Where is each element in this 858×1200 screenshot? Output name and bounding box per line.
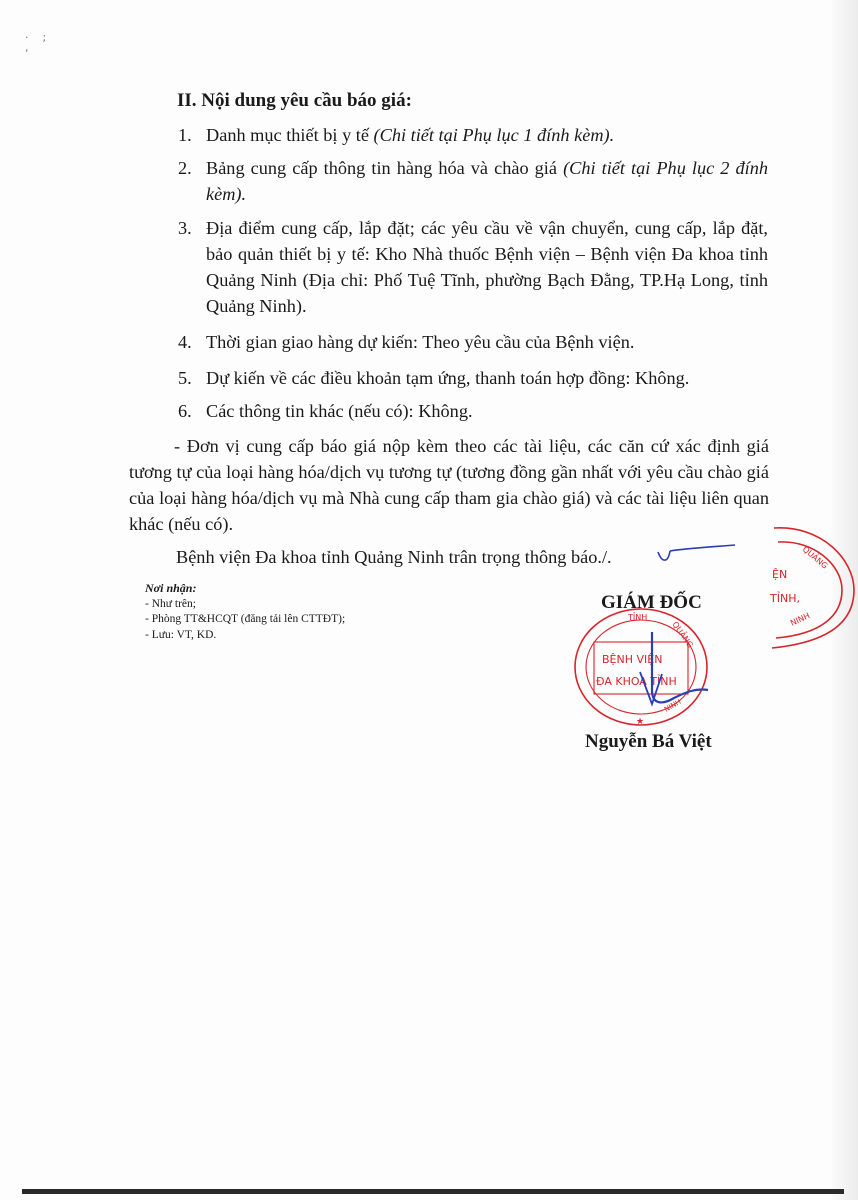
list-item-number: 3.	[178, 218, 192, 238]
list-item	[178, 365, 768, 391]
list-item-text: Địa điểm cung cấp, lắp đặt; các yêu cầu về vận chuyển, cung cấp, lắp đặt, bảo quản thiết bị y tế: Kho Nhà thuốc Bệnh viện – Bệnh viện Đa khoa tỉnh Quảng Ninh (Địa chỉ: Phố Tuệ Tĩnh, phường Bạch Đằng, TP.Hạ Long, tỉnh Quảng Ninh).	[206, 218, 768, 316]
supplier-note-paragraph: - Đơn vị cung cấp báo giá nộp kèm theo các tài liệu, các căn cứ xác định giá tương tự của loại hàng hóa/dịch vụ tương tự (tương đồng gần nhất với yêu cầu chào giá của loại hàng hóa/dịch vụ mà Nhà cung cấp tham gia chào giá) và các tài liệu liên quan khác (nếu có).	[129, 436, 769, 534]
list-item-text: Danh mục thiết bị y tế	[206, 125, 374, 145]
stamp-text: BỆNH VIỆN	[602, 653, 663, 666]
initial-signature	[640, 535, 740, 575]
section-heading: II. Nội dung yêu cầu báo giá:	[177, 90, 412, 111]
list-item-note: (Chi tiết tại Phụ lục 2 đính kèm).	[206, 158, 768, 204]
edge-stamp	[762, 520, 858, 654]
recipient-line: - Phòng TT&HCQT (đăng tải lên CTTĐT);	[145, 613, 346, 625]
stamp-text: QUẢNG	[800, 544, 830, 571]
recipients-title: Nơi nhận:	[145, 581, 197, 595]
list-item-number: 2.	[178, 158, 192, 178]
stamp-text: TỈNH,	[770, 592, 800, 605]
svg-text:★: ★	[636, 717, 645, 727]
list-item	[178, 398, 768, 424]
signatory-name: Nguyễn Bá Việt	[585, 731, 712, 752]
list-item-text: Thời gian giao hàng dự kiến: Theo yêu cầu của Bệnh viện.	[206, 332, 635, 352]
closing-notice: Bệnh viện Đa khoa tỉnh Quảng Ninh trân trọng thông báo./.	[176, 547, 612, 567]
list-item-note: (Chi tiết tại Phụ lục 1 đính kèm).	[373, 125, 615, 145]
recipient-line: - Lưu: VT, KD.	[145, 628, 217, 641]
list-item-number: 1.	[178, 125, 192, 145]
stamp-text: ĐA KHOA TỈNH	[596, 675, 677, 688]
list-item	[178, 215, 768, 319]
list-item-text: Bảng cung cấp thông tin hàng hóa và chào giá	[206, 158, 564, 178]
stamp-text: TỈNH	[628, 613, 648, 622]
scan-specks: · ; ,	[25, 31, 47, 54]
list-item-number: 6.	[178, 401, 192, 421]
list-item	[178, 155, 768, 207]
list-item	[178, 122, 768, 148]
list-item-text: Dự kiến về các điều khoản tạm ứng, thanh toán hợp đồng: Không.	[206, 368, 690, 388]
stamp-text: ỆN	[772, 568, 788, 581]
stamp-text: QUẢNG	[670, 619, 695, 650]
recipients-block	[145, 581, 345, 643]
stamp-text: NINH	[789, 611, 812, 628]
official-stamp	[566, 600, 716, 730]
stamp-text: NINH	[663, 697, 683, 714]
list-item-number: 4.	[178, 332, 192, 352]
bottom-scan-border	[22, 1189, 844, 1194]
list-item	[178, 329, 768, 355]
list-item-text: Các thông tin khác (nếu có): Không.	[206, 401, 473, 421]
list-item-number: 5.	[178, 368, 192, 388]
recipient-line: - Như trên;	[145, 597, 196, 610]
signatory-title: GIÁM ĐỐC	[601, 592, 702, 613]
